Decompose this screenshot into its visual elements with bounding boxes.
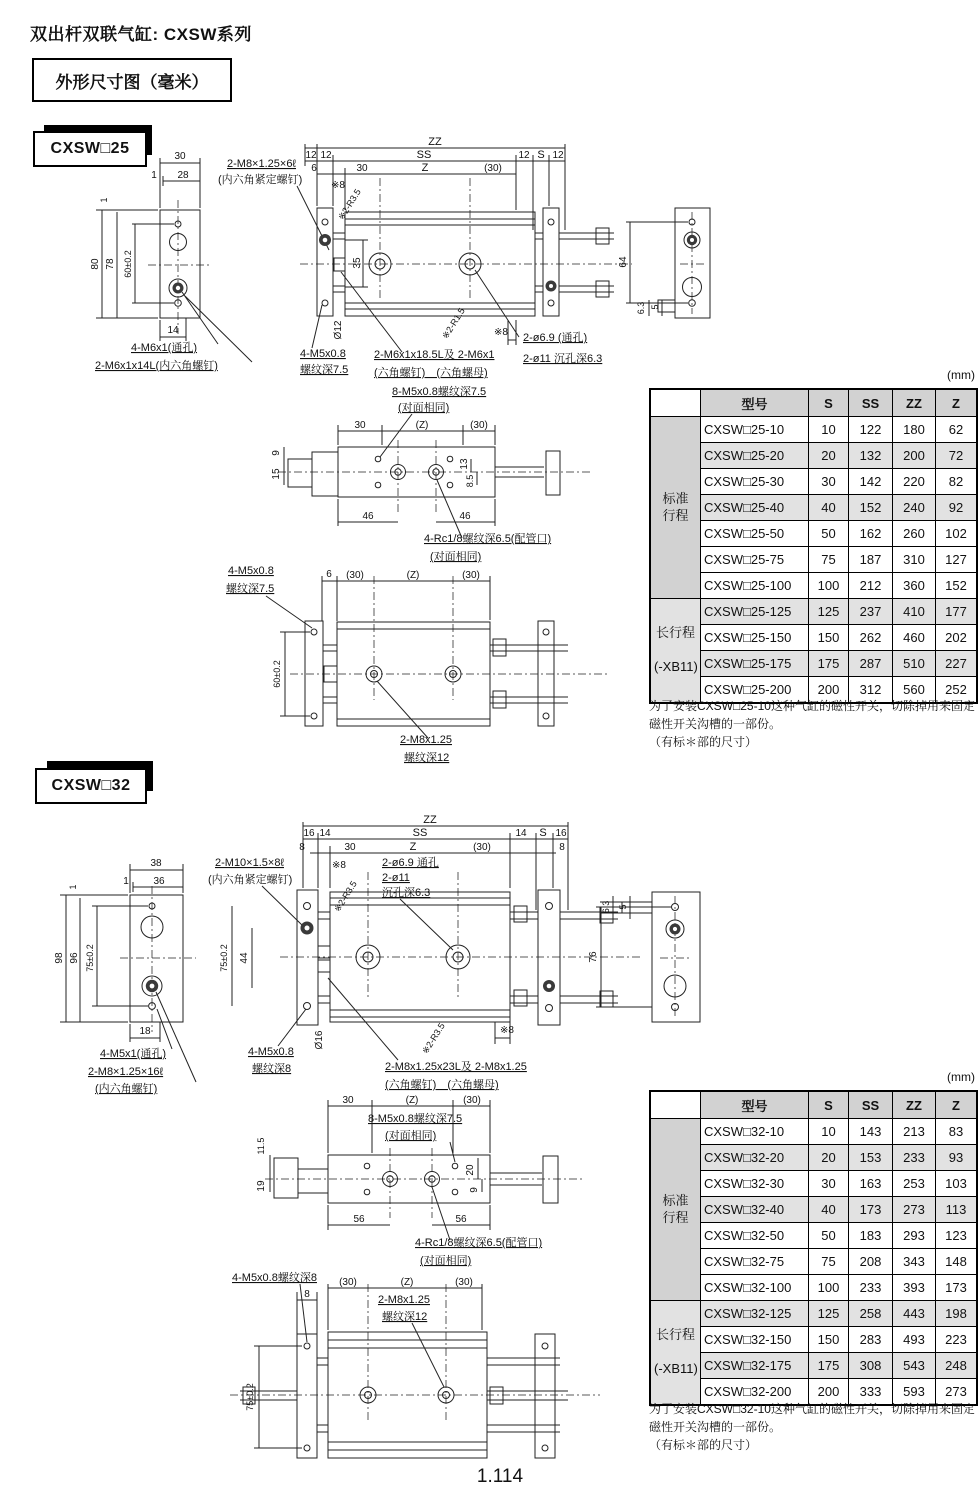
cell: 100 [809,573,849,599]
dim-12b: 12 [320,150,332,161]
dim-30: 30 [344,842,356,853]
cell: 82 [936,469,977,495]
col-z: Z [936,1092,977,1119]
dim-20: 20 [465,1164,476,1176]
cell: 162 [849,521,893,547]
dim-9: 9 [469,1187,480,1193]
cell: CXSW□32-50 [701,1223,809,1249]
cell: 40 [809,1197,849,1223]
table-row [651,1301,977,1327]
dim-r35: ※2-R3.5 [336,187,363,222]
cell: 50 [809,521,849,547]
col-ss: SS [849,1092,893,1119]
note-line: （有标＊部的尺寸） [649,735,758,749]
cell: 180 [893,417,936,443]
cell: CXSW□25-100 [701,573,809,599]
cell: 233 [849,1275,893,1301]
label-m5-2: 螺纹深7.5 [300,364,349,376]
cell: 273 [893,1197,936,1223]
dim-30: 30 [354,420,366,431]
label-rc18-same: (对面相同) [420,1255,472,1267]
cell: 200 [893,443,936,469]
label-m8-2: 螺纹深12 [404,752,450,764]
label-m5-2: 螺纹深8 [252,1063,292,1075]
cell: CXSW□32-175 [701,1353,809,1379]
table-row [651,599,977,625]
note-line: （有标＊部的尺寸） [649,1438,758,1452]
cell: 173 [936,1275,977,1301]
label-hexbolt-1: 2-M6x1x18.5L及 2-M6x1 [374,349,495,361]
top-view-32 [256,1095,585,1267]
dim-85: 8.5 [465,474,475,488]
dim-30l: (30) [339,1277,357,1288]
dim-ss: SS [412,827,428,839]
group-line2: 行程 [662,1209,689,1225]
dim-dia12: Ø12 [333,320,344,340]
cell: 127 [936,547,977,573]
cell: 443 [893,1301,936,1327]
note-line: 磁性开关沟槽的一部份。 [649,717,782,731]
dim-14a: 14 [319,828,331,839]
dim-63: 6.3 [601,900,611,914]
dim-30p: (30) [473,842,491,853]
dim-30: 30 [356,163,368,174]
cell: 253 [893,1171,936,1197]
dim-13: 13 [459,458,470,470]
label-thru-69: 2-ø6.9 (通孔) [523,332,588,344]
label-hexbolt-1: 2-M8x1.25x23L及 2-M8x1.25 [385,1061,527,1073]
group-long [651,1301,701,1405]
cell: 102 [936,521,977,547]
cell: 212 [849,573,893,599]
dim-star8a: ※8 [332,860,346,871]
dim-12c: 12 [518,150,530,161]
cell: 103 [936,1171,977,1197]
col-model: 型号 [701,1092,809,1119]
cell: 493 [893,1327,936,1353]
dim-r35b: ※2-R3.5 [420,1021,447,1056]
dim-r15: ※2-R1.5 [440,306,467,341]
cell: 187 [849,547,893,573]
dim-w30: 30 [174,151,186,162]
unit-label-25: (mm) [947,368,975,382]
dim-off1: 1 [151,170,157,181]
label-m5-1: 4-M5x0.8 [228,565,274,577]
cell: 200 [809,677,849,703]
cell: 183 [849,1223,893,1249]
dim-6: 6 [326,569,332,580]
subtitle-text: 外形尺寸图（毫米） [55,72,209,92]
cell: 122 [849,417,893,443]
dim-z: Z [421,162,429,174]
dim-8a: 8 [299,842,305,853]
cell: 143 [849,1119,893,1145]
dim-35: 35 [352,257,363,269]
dim-12a: 12 [305,150,317,161]
cell: CXSW□25-20 [701,443,809,469]
dim-19: 19 [256,1180,267,1192]
drawing-cxsw25-assembly [85,138,775,385]
dim-wb14: 14 [167,325,179,336]
cell: 132 [849,443,893,469]
dim-75: 75±0.2 [245,1383,255,1411]
dim-56b: 56 [455,1214,467,1225]
cell: 92 [936,495,977,521]
dim-5: 5 [650,304,660,310]
group-line2: (-XB11) [654,1360,698,1376]
label-socket-screw-2: (内六角螺钉) [95,1083,158,1095]
label-8m5-same: (对面相同) [398,402,450,414]
cell: CXSW□25-50 [701,521,809,547]
cell: 30 [809,469,849,495]
drawing-cxsw32-assembly [54,814,775,1095]
long-view-25 [226,565,610,764]
cell: 75 [809,547,849,573]
top-view-25 [271,384,590,563]
note-line: 为了安装CXSW□25-10这种气缸的磁性开关，切除掉用来固定 [649,699,975,713]
cell: 223 [936,1327,977,1353]
dim-r35a: ※2-R3.5 [332,879,359,914]
cell: 308 [849,1353,893,1379]
dim-30l: (30) [346,570,364,581]
dim-hs75: 75±0.2 [85,944,95,972]
cell: CXSW□32-200 [701,1379,809,1405]
group-long [651,599,701,703]
dim-star8b: ※8 [494,327,508,338]
label-hexbolt-2: (六角螺钉) (六角螺母) [374,367,488,379]
cell: 72 [936,443,977,469]
subtitle-box [32,58,232,102]
cell: CXSW□32-125 [701,1301,809,1327]
cell: 460 [893,625,936,651]
label-m5: 4-M5x0.8螺纹深8 [232,1272,317,1284]
cell: 262 [849,625,893,651]
label-8m5: 8-M5x0.8螺纹深7.5 [392,386,487,398]
note-cxsw32 [649,1400,979,1454]
cell [651,390,701,417]
cell: 173 [849,1197,893,1223]
label-thru-hole: 4-M6x1(通孔) [131,342,198,354]
dim-30p: (30) [463,1095,481,1106]
cell: 20 [809,1145,849,1171]
dim-15: 15 [271,468,282,480]
cell: CXSW□32-75 [701,1249,809,1275]
cell [651,1092,701,1119]
dim-h80: 80 [90,258,101,270]
dim-30r: (30) [455,1277,473,1288]
page-title: 双出杆双联气缸: CXSW系列 [30,25,252,44]
cell: 252 [936,677,977,703]
cell: 293 [893,1223,936,1249]
drawing-cxsw32-longstroke [215,1268,675,1493]
dim-76: 76 [588,951,599,963]
drawing-cxsw32-topview [258,1090,660,1285]
label-set-screw-1: 2-M10×1.5×8ℓ [215,857,284,869]
cell: 113 [936,1197,977,1223]
group-line1: 标准 [662,1192,689,1208]
dim-star8a: ※8 [331,180,345,191]
cell: 220 [893,469,936,495]
cell: 177 [936,599,977,625]
cell: 175 [809,1353,849,1379]
cell: 310 [893,547,936,573]
dim-16b: 16 [555,828,567,839]
cell: 10 [809,417,849,443]
table-header-row [651,1092,977,1119]
cell: 227 [936,651,977,677]
label-m5-1: 4-M5x0.8 [300,348,346,360]
side-view-25 [618,208,710,318]
cell: 593 [893,1379,936,1405]
cell: CXSW□25-200 [701,677,809,703]
front-view-32 [54,858,196,1095]
dim-z: (Z) [415,420,429,431]
cell: CXSW□25-30 [701,469,809,495]
cell: 510 [893,651,936,677]
dim-ss: SS [416,149,432,161]
dim-44: 44 [239,952,250,964]
dim-off1v: 1 [68,884,78,890]
col-z: Z [936,390,977,417]
dim-w28: 28 [177,170,189,181]
dim-46b: 46 [459,511,471,522]
section-tag-cxsw32 [35,768,147,804]
col-zz: ZZ [893,390,936,417]
cell: 150 [809,1327,849,1353]
label-rc18-same: (对面相同) [430,551,482,563]
cell: CXSW□32-10 [701,1119,809,1145]
label-8m5: 8-M5x0.8螺纹深7.5 [368,1113,463,1125]
cell: 208 [849,1249,893,1275]
cell: CXSW□25-175 [701,651,809,677]
dim-46a: 46 [362,511,374,522]
dim-14b: 14 [515,828,527,839]
dim-z: (Z) [406,570,420,581]
dimension-table-cxsw25 [650,389,977,703]
cell: CXSW□32-100 [701,1275,809,1301]
label-thru-hole: 4-M5x1(通孔) [100,1048,167,1060]
col-ss: SS [849,390,893,417]
label-set-screw-2: (内六角紧定螺钉) [208,874,293,886]
label-thru: 2-ø6.9 通孔 [382,857,439,869]
cell: 30 [809,1171,849,1197]
dim-30p: (30) [484,163,502,174]
label-hexbolt-2: (六角螺钉) (六角螺母) [385,1079,499,1091]
dim-w38: 38 [150,858,162,869]
cell: 543 [893,1353,936,1379]
cell: 248 [936,1353,977,1379]
group-line1: 标准 [662,490,689,506]
cell: 40 [809,495,849,521]
dim-5: 5 [618,904,628,910]
cell: 287 [849,651,893,677]
dim-s: S [539,827,547,839]
label-socket-screw-1: 2-M8×1.25×16ℓ [88,1066,164,1078]
group-line1: 长行程 [655,1327,695,1343]
group-line2: 行程 [662,507,689,523]
label-set-screw-2: (内六角紧定螺钉) [218,174,303,186]
label-set-screw-1: 2-M8×1.25×6ℓ [227,158,296,170]
dim-8: 8 [304,1289,310,1300]
cell: 283 [849,1327,893,1353]
dim-star8b: ※8 [500,1025,514,1036]
group-standard [651,417,701,599]
dim-56a: 56 [353,1214,365,1225]
label-m8-1: 2-M8x1.25 [378,1294,430,1306]
cell: 142 [849,469,893,495]
dim-64: 64 [618,256,629,268]
cell: 100 [809,1275,849,1301]
dim-60: 60±0.2 [272,660,282,688]
cell: 343 [893,1249,936,1275]
col-s: S [809,1092,849,1119]
dim-off1v: 1 [99,197,109,203]
cell: 312 [849,677,893,703]
cell: 202 [936,625,977,651]
label-cbore-11: 2-ø11 沉孔深6.3 [523,353,603,365]
dim-115: 11.5 [256,1137,266,1155]
drawing-cxsw25-longstroke [215,556,665,770]
dim-zz: ZZ [428,136,442,148]
label-rc18: 4-Rc1/8螺纹深6.5(配管口) [415,1237,543,1249]
dim-z: (Z) [400,1277,414,1288]
label-m8-1: 2-M8x1.25 [400,734,452,746]
cell: 10 [809,1119,849,1145]
long-view-32 [230,1270,600,1458]
cell: CXSW□25-125 [701,599,809,625]
col-s: S [809,390,849,417]
note-line: 为了安装CXSW□32-10这种气缸的磁性开关，切除掉用来固定 [649,1402,975,1416]
tag-text-25: CXSW□25 [50,140,130,157]
table-row [651,417,977,443]
cell: 233 [893,1145,936,1171]
cell: 125 [809,1301,849,1327]
note-line: 磁性开关沟槽的一部份。 [649,1420,782,1434]
dim-s: S [537,149,545,161]
cell: CXSW□25-10 [701,417,809,443]
dimension-table-cxsw32 [650,1091,977,1405]
cell: 20 [809,443,849,469]
dim-8b: 8 [559,842,565,853]
cell: 50 [809,1223,849,1249]
dim-w36: 36 [153,876,165,887]
dim-dia16: Ø16 [314,1030,325,1050]
dim-h96: 96 [69,952,80,964]
cell: CXSW□32-150 [701,1327,809,1353]
label-socket-screw: 2-M6x1x14L(内六角螺钉) [95,360,218,372]
cell: 150 [809,625,849,651]
cell: 152 [849,495,893,521]
dim-9: 9 [271,450,282,456]
dim-18: 18 [139,1026,151,1037]
dim-30r: (30) [462,570,480,581]
cell: 83 [936,1119,977,1145]
dim-hs60: 60±0.2 [123,250,133,278]
cell: 75 [809,1249,849,1275]
cell: 260 [893,521,936,547]
col-model: 型号 [701,390,809,417]
cell: CXSW□25-150 [701,625,809,651]
dim-h78: 78 [105,258,116,270]
main-view-25 [300,136,632,379]
cell: 163 [849,1171,893,1197]
dim-75: 75±0.2 [219,944,229,972]
label-m5-2: 螺纹深7.5 [226,583,275,595]
label-8m5-same: (对面相同) [385,1130,437,1142]
cell: CXSW□32-30 [701,1171,809,1197]
cell: 200 [809,1379,849,1405]
cell: 240 [893,495,936,521]
dim-6: 6 [311,163,317,174]
cell: 93 [936,1145,977,1171]
cell: 560 [893,677,936,703]
group-standard [651,1119,701,1301]
cell: 152 [936,573,977,599]
cell: CXSW□25-40 [701,495,809,521]
dim-h98: 98 [54,952,65,964]
cell: CXSW□32-20 [701,1145,809,1171]
cell: 258 [849,1301,893,1327]
unit-label-32: (mm) [947,1070,975,1084]
cell: 360 [893,573,936,599]
note-cxsw25 [649,697,979,751]
cell: 213 [893,1119,936,1145]
dim-zz: ZZ [423,814,437,826]
cell: 62 [936,417,977,443]
dim-12d: 12 [552,150,564,161]
drawing-cxsw25-topview [270,383,665,570]
cell: CXSW□32-40 [701,1197,809,1223]
col-zz: ZZ [893,1092,936,1119]
cell: 410 [893,599,936,625]
label-cbore-2: 沉孔深6.3 [382,887,431,899]
cell: 175 [809,651,849,677]
label-m8-2: 螺纹深12 [382,1311,428,1323]
dim-off1: 1 [123,876,129,887]
label-rc18: 4-Rc1/8螺纹深6.5(配管口) [424,533,552,545]
cell: CXSW□25-75 [701,547,809,573]
dim-63: 6.3 [636,301,646,315]
cell: 393 [893,1275,936,1301]
cell: 125 [809,599,849,625]
label-m5-1: 4-M5x0.8 [248,1046,294,1058]
dim-16a: 16 [303,828,315,839]
dim-z: Z [409,841,417,853]
cell: 333 [849,1379,893,1405]
label-cbore-1: 2-ø11 [382,872,410,884]
table-row [651,1119,977,1145]
cell: 273 [936,1379,977,1405]
cell: 153 [849,1145,893,1171]
table-header-row [651,390,977,417]
main-view-32 [208,814,640,1091]
page-number: 1.114 [476,1466,524,1487]
cell: 123 [936,1223,977,1249]
dim-30p: (30) [470,420,488,431]
cell: 237 [849,599,893,625]
group-line2: (-XB11) [654,658,698,674]
dim-30: 30 [342,1095,354,1106]
dim-z: (Z) [405,1095,419,1106]
tag-text-32: CXSW□32 [51,777,131,794]
group-line1: 长行程 [655,625,695,641]
cell: 198 [936,1301,977,1327]
cell: 148 [936,1249,977,1275]
